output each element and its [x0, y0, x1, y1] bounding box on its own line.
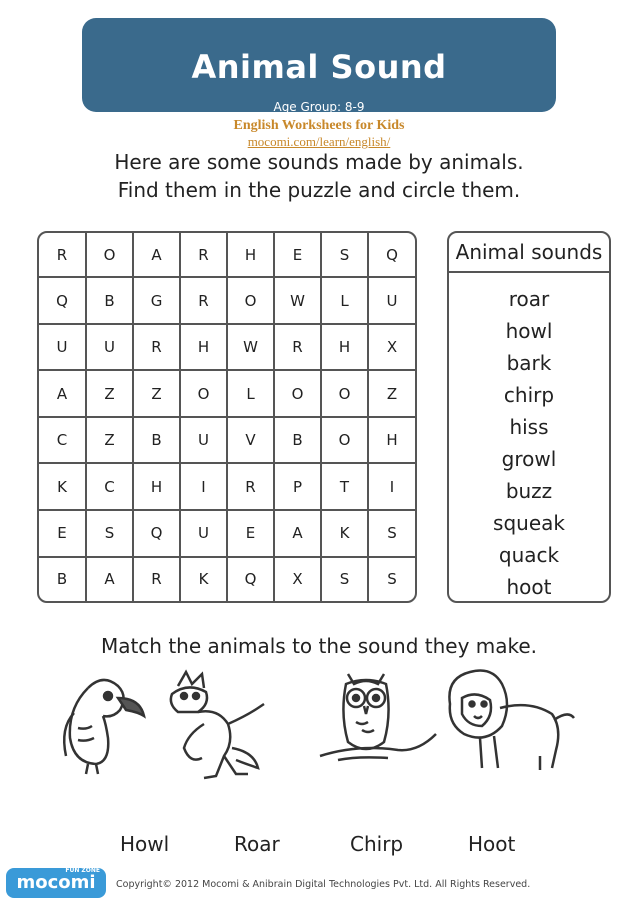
grid-cell[interactable]: C	[86, 463, 133, 510]
grid-cell[interactable]: T	[321, 463, 368, 510]
grid-cell[interactable]: Q	[227, 557, 274, 602]
grid-cell[interactable]: A	[39, 370, 86, 417]
logo-tagline: FUN ZONE	[65, 867, 100, 874]
grid-cell[interactable]: Z	[86, 417, 133, 464]
grid-cell[interactable]: W	[274, 277, 321, 324]
grid-cell[interactable]: C	[39, 417, 86, 464]
parrot-icon	[48, 668, 156, 778]
instruction-line-2: Find them in the puzzle and circle them.	[117, 178, 521, 202]
word-list-item: quack	[498, 543, 560, 567]
grid-cell[interactable]: P	[274, 463, 321, 510]
grid-cell[interactable]: L	[321, 277, 368, 324]
match-instruction: Match the animals to the sound they make.	[100, 634, 538, 658]
grid-cell[interactable]: A	[274, 510, 321, 557]
word-list	[449, 273, 609, 603]
grid-cell[interactable]: O	[321, 370, 368, 417]
wolf-icon	[158, 668, 276, 786]
grid-row	[39, 510, 415, 557]
grid-cell[interactable]: Q	[39, 277, 86, 324]
grid-cell[interactable]: Z	[86, 370, 133, 417]
grid-row	[39, 463, 415, 510]
lion-icon	[440, 664, 576, 776]
grid-cell[interactable]: R	[274, 324, 321, 371]
sound-label-hoot: Hoot	[468, 832, 516, 856]
grid-cell[interactable]: B	[39, 557, 86, 602]
word-list-item: buzz	[505, 479, 553, 503]
word-list-box	[447, 231, 611, 603]
sound-label-howl: Howl	[120, 832, 170, 856]
grid-cell[interactable]: Z	[368, 370, 415, 417]
grid-cell[interactable]: R	[133, 324, 180, 371]
word-list-item: bark	[506, 351, 552, 375]
grid-cell[interactable]: R	[133, 557, 180, 602]
grid-cell[interactable]: R	[39, 233, 86, 277]
word-list-item: roar	[508, 287, 550, 311]
grid-row	[39, 233, 415, 277]
grid-cell[interactable]: H	[227, 233, 274, 277]
word-list-item: growl	[501, 447, 557, 471]
page-title: Animal Sound	[191, 48, 447, 86]
grid-cell[interactable]: U	[86, 324, 133, 371]
grid-cell[interactable]: K	[321, 510, 368, 557]
grid-row	[39, 370, 415, 417]
word-list-item: hoot	[506, 575, 552, 599]
grid-cell[interactable]: U	[39, 324, 86, 371]
website-link[interactable]: mocomi.com/learn/english/	[247, 134, 391, 149]
word-list-item: hiss	[509, 415, 549, 439]
grid-cell[interactable]: S	[368, 510, 415, 557]
grid-cell[interactable]: U	[180, 510, 227, 557]
mocomi-logo[interactable]	[6, 868, 106, 898]
grid-cell[interactable]: H	[321, 324, 368, 371]
grid-cell[interactable]: Q	[368, 233, 415, 277]
grid-cell[interactable]: B	[133, 417, 180, 464]
grid-cell[interactable]: A	[133, 233, 180, 277]
word-list-item: chirp	[503, 383, 555, 407]
grid-cell[interactable]: G	[133, 277, 180, 324]
grid-cell[interactable]: S	[321, 557, 368, 602]
grid-cell[interactable]: H	[368, 417, 415, 464]
grid-cell[interactable]: O	[180, 370, 227, 417]
grid-cell[interactable]: S	[321, 233, 368, 277]
grid-cell[interactable]: O	[227, 277, 274, 324]
copyright-text: Copyright© 2012 Mocomi & Anibrain Digital Technologies Pvt. Ltd. All Rights Reserved.	[116, 879, 531, 890]
sound-label-roar: Roar	[234, 832, 280, 856]
word-list-item: howl	[505, 319, 553, 343]
grid-cell[interactable]: B	[274, 417, 321, 464]
grid-cell[interactable]: H	[180, 324, 227, 371]
grid-row	[39, 557, 415, 602]
grid-cell[interactable]: E	[227, 510, 274, 557]
grid-cell[interactable]: I	[180, 463, 227, 510]
grid-cell[interactable]: R	[180, 277, 227, 324]
age-group: Age Group: 8-9	[273, 100, 365, 114]
grid-cell[interactable]: Z	[133, 370, 180, 417]
grid-cell[interactable]: V	[227, 417, 274, 464]
grid-cell[interactable]: X	[274, 557, 321, 602]
sound-label-chirp: Chirp	[350, 832, 404, 856]
grid-cell[interactable]: S	[86, 510, 133, 557]
word-list-title: Animal sounds	[449, 233, 609, 273]
grid-row	[39, 324, 415, 371]
grid-cell[interactable]: X	[368, 324, 415, 371]
grid-cell[interactable]: O	[274, 370, 321, 417]
grid-cell[interactable]: O	[321, 417, 368, 464]
grid-cell[interactable]: U	[368, 277, 415, 324]
grid-cell[interactable]: Q	[133, 510, 180, 557]
title-banner	[82, 18, 556, 112]
grid-cell[interactable]: B	[86, 277, 133, 324]
grid-cell[interactable]: E	[39, 510, 86, 557]
owl-icon	[318, 664, 438, 782]
grid-cell[interactable]: K	[39, 463, 86, 510]
grid-cell[interactable]: R	[227, 463, 274, 510]
grid-row	[39, 277, 415, 324]
grid-cell[interactable]: R	[180, 233, 227, 277]
word-list-item: squeak	[493, 511, 565, 535]
grid-cell[interactable]: K	[180, 557, 227, 602]
grid-cell[interactable]: E	[274, 233, 321, 277]
grid-cell[interactable]: L	[227, 370, 274, 417]
word-search-grid	[37, 231, 417, 603]
worksheet-category: English Worksheets for Kids	[233, 118, 405, 133]
logo-text: mocomi	[16, 872, 96, 893]
grid-cell[interactable]: I	[368, 463, 415, 510]
grid-row	[39, 417, 415, 464]
grid-cell[interactable]: O	[86, 233, 133, 277]
grid-cell[interactable]: U	[180, 417, 227, 464]
grid-cell[interactable]: H	[133, 463, 180, 510]
grid-cell[interactable]: W	[227, 324, 274, 371]
grid-cell[interactable]: A	[86, 557, 133, 602]
instruction-line-1: Here are some sounds made by animals.	[114, 150, 524, 174]
grid-cell[interactable]: S	[368, 557, 415, 602]
